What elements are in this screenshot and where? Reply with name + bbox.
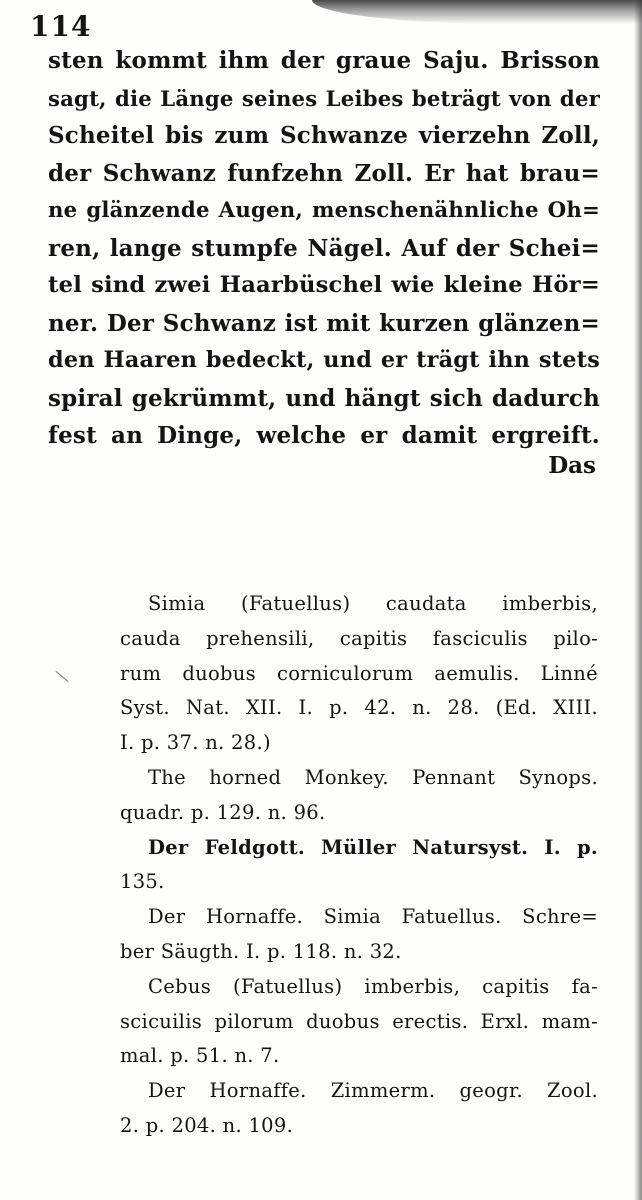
text-line: ne glänzende Augen, menschenähnliche Oh= <box>48 198 600 223</box>
page-right-edge <box>634 0 642 1200</box>
text-line: sagt, die Länge seines Leibes beträgt von der <box>48 85 600 111</box>
footnote-line: Syst. Nat. XII. I. p. 42. n. 28. (Ed. XIII. <box>120 696 598 720</box>
footnote-line: Der Feldgott. Müller Natursyst. I. p. <box>148 835 598 859</box>
text-line: der Schwanz funfzehn Zoll. Er hat brau= <box>48 159 600 187</box>
text-line: fest an Dinge, welche er damit ergreift. <box>48 422 600 449</box>
footnote-line: I. p. 37. n. 28.) <box>120 731 271 755</box>
text-line: den Haaren bedeckt, und er trägt ihn stets <box>48 347 600 373</box>
footnote-line: quadr. p. 129. n. 96. <box>120 800 326 824</box>
footnote-block <box>120 587 598 1144</box>
footnote-line: Der Hornaffe. Zimmerm. geogr. Zool. <box>148 1079 598 1103</box>
footnote-line: 2. p. 204. n. 109. <box>120 1113 294 1137</box>
text-line: ner. Der Schwanz ist mit kurzen glänzen= <box>48 309 600 337</box>
text-line: sten kommt ihm der graue Saju. Brisson <box>48 47 600 74</box>
text-line: ren, lange stumpfe Nägel. Auf der Schei= <box>48 234 600 262</box>
footnote-line: The horned Monkey. Pennant Synops. <box>148 765 598 789</box>
footnote-line: 135. <box>120 870 165 894</box>
text-line: tel sind zwei Haarbüschel wie kleine Hör= <box>48 272 600 298</box>
page-number: 114 <box>30 10 92 43</box>
footnote-line: cauda prehensili, capitis fasciculis pilo- <box>120 626 598 650</box>
footnote-line: scicuilis pilorum duobus erectis. Erxl. mam- <box>120 1009 598 1033</box>
text-line: spiral gekrümmt, und hängt sich dadurch <box>48 384 600 412</box>
footnote-line: ber Säugth. I. p. 118. n. 32. <box>120 939 402 963</box>
footnote-line: Cebus (Fatuellus) imberbis, capitis fa- <box>148 974 598 998</box>
footnote-line: rum duobus corniculorum aemulis. Linné <box>120 661 598 685</box>
footnote-line: mal. p. 51. n. 7. <box>120 1044 280 1068</box>
margin-mark <box>56 671 69 682</box>
catchword: Das <box>548 452 596 479</box>
main-text-block <box>48 42 600 455</box>
text-line: Scheitel bis zum Schwanze vierzehn Zoll, <box>48 122 600 149</box>
footnote-line: Der Hornaffe. Simia Fatuellus. Schre= <box>148 905 598 929</box>
page-edge-shadow <box>312 0 642 24</box>
footnote-line: Simia (Fatuellus) caudata imberbis, <box>148 592 598 615</box>
